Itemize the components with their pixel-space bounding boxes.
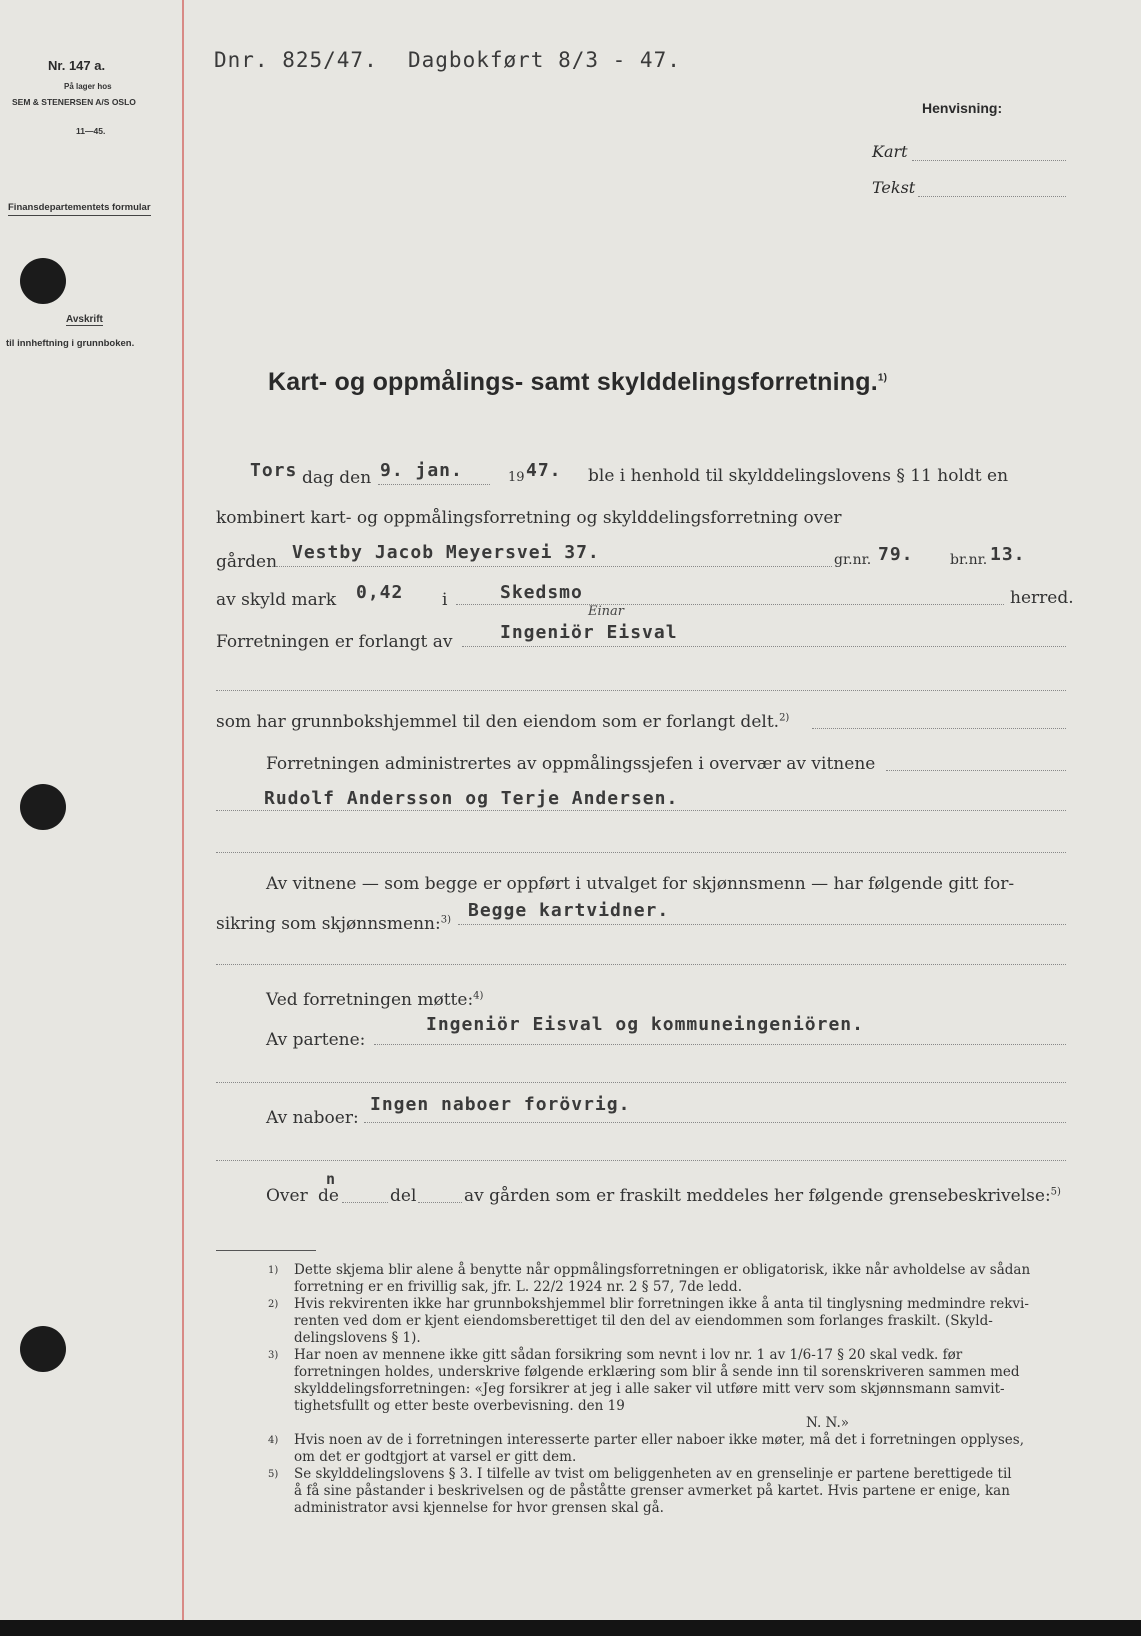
admin-field: [886, 770, 1066, 771]
footnote-divider: [216, 1250, 316, 1251]
garden-label: gården: [216, 552, 278, 572]
footnote-line: administrator avsi kjennelse for hvor grensen skal gå.: [294, 1500, 664, 1516]
printer-date: 11—45.: [76, 126, 106, 136]
form-number: Nr. 147 a.: [48, 58, 106, 73]
witnesses-field-extra: [216, 852, 1066, 853]
margin-rule: [182, 0, 184, 1620]
requested-insert: Einar: [588, 604, 624, 619]
over-label: Over: [266, 1186, 308, 1206]
footnote-number: 1): [268, 1265, 279, 1276]
over-insert: n: [326, 1170, 337, 1188]
map-field: [912, 160, 1066, 161]
footnote: [268, 1432, 1074, 1466]
witnesses-field: [216, 810, 1066, 811]
footnote-line: Se skylddelingslovens § 3. I tilfelle av tvist om beliggenheten av en grenselinje er partene berettigede til: [294, 1466, 1012, 1482]
del-label: del: [390, 1186, 417, 1206]
footnote-line: skylddelingsforretningen: «Jeg forsikrer at jeg i alle saker vil utføre mitt verv som skjønnsmann samvit-: [294, 1381, 1005, 1397]
footnote-line: Hvis noen av de i forretningen interesserte parter eller naboer ikke møter, må det i forretningen opplyses,: [294, 1432, 1024, 1448]
date-field: [378, 484, 490, 485]
hjemmel-text: som har grunnbokshjemmel til den eiendom som er forlangt delt.$^{2)}$: [216, 712, 790, 732]
requested-field: [462, 646, 1066, 647]
footnote-line: forretning er en frivillig sak, jfr. L. 22/2 1924 nr. 2 § 57, 7de ledd.: [294, 1279, 742, 1295]
witness-text: Av vitnene — som begge er oppført i utvalget for skjønnsmenn — har følgende gitt for-: [266, 874, 1015, 894]
footnote-line: om det er godtgjort at varsel er gitt dem.: [294, 1449, 577, 1465]
requested-value: Ingeniör Eisval: [500, 622, 678, 643]
admin-text: Forretningen administrertes av oppmålingssjefen i overvær av vitnene: [266, 754, 876, 774]
i-label: i: [442, 590, 448, 610]
document-title: Kart- og oppmålings- samt skylddelingsforretning.$^{1)}$: [268, 368, 888, 396]
parties-value: Ingeniör Eisval og kommuneingeniören.: [426, 1014, 864, 1035]
footnote: [268, 1347, 1074, 1415]
herred-field: [456, 604, 1004, 605]
footnote-line: renten ved dom er kjent eiendomsberettiget til den del av eiendommen som forlanges fraskilt. (Skyld-: [294, 1313, 993, 1329]
year-prefix: 19: [508, 470, 525, 485]
reference-label: Henvisning:: [922, 100, 1003, 116]
witness-field-extra: [216, 964, 1066, 965]
herred-value: Skedsmo: [500, 582, 583, 603]
requested-field-extra: [216, 690, 1066, 691]
witness-field: [458, 924, 1066, 925]
copy-purpose: til innheftning i grunnboken.: [6, 338, 135, 349]
punch-hole: [20, 1326, 66, 1372]
witness-value: Begge kartvidner.: [468, 900, 670, 921]
text-field: [918, 196, 1066, 197]
punch-hole: [20, 258, 66, 304]
printer-name: SEM & STENERSEN A/S OSLO: [12, 97, 136, 107]
herred-label: herred.: [1010, 588, 1074, 608]
grnr-value: 79.: [878, 544, 914, 565]
dagbok-stamp: Dagbokført 8/3 - 47.: [408, 48, 681, 72]
footnote-line: delingslovens § 1).: [294, 1330, 421, 1346]
scan-edge: [0, 1620, 1141, 1636]
footnote-line: Dette skjema blir alene å benytte når oppmålingsforretningen er obligatorisk, ikke når avholdelse av sådan: [294, 1262, 1031, 1278]
footnote: [806, 1415, 1141, 1432]
footnote: [268, 1466, 1074, 1517]
attended-text: Ved forretningen møtte:$^{4)}$: [266, 990, 484, 1010]
hjemmel-field: [812, 728, 1066, 729]
footnote-line: Hvis rekvirenten ikke har grunnbokshjemmel blir forretningen ikke å anta til tinglysning medmindre rekvi-: [294, 1296, 1029, 1312]
neighbours-label: Av naboer:: [266, 1108, 359, 1128]
footnote-number: 5): [268, 1469, 279, 1480]
map-label: Kart: [872, 142, 908, 161]
year-value: 47.: [526, 460, 562, 481]
grnr-label: gr.nr.: [834, 552, 872, 568]
footnote-line: N. N.»: [806, 1415, 850, 1431]
weekday-value: Tors: [250, 460, 298, 481]
date-value: 9. jan.: [380, 460, 463, 481]
footnote-line: Har noen av mennene ikke gitt sådan forsikring som nevnt i lov nr. 1 av 1/6-17 § 20 skal vedk. før: [294, 1347, 963, 1363]
neighbours-field-extra: [216, 1160, 1066, 1161]
garden-value: Vestby Jacob Meyersvei 37.: [292, 542, 600, 563]
copy-label: Avskrift: [66, 314, 103, 325]
neighbours-field: [364, 1122, 1066, 1123]
footnote-number: 4): [268, 1435, 279, 1446]
parties-field-extra: [216, 1082, 1066, 1083]
footnote: [268, 1262, 1074, 1296]
brnr-value: 13.: [990, 544, 1026, 565]
neighbours-value: Ingen naboer forövrig.: [370, 1094, 631, 1115]
skyld-label: av skyld mark: [216, 590, 337, 610]
witnesses-value: Rudolf Andersson og Terje Andersen.: [264, 788, 679, 809]
footnote-line: tighetsfullt og etter beste overbevisning. den 19: [294, 1398, 625, 1414]
footnote-number: 3): [268, 1350, 279, 1361]
combined-text: kombinert kart- og oppmålingsforretning og skylddelingsforretning over: [216, 508, 842, 528]
dnr-stamp: Dnr. 825/47.: [214, 48, 378, 72]
brnr-label: br.nr.: [950, 552, 988, 568]
footnote-line: å få sine påstander i beskrivelsen og de påståtte grenser avmerket på kartet. Hvis partene er enige, kan: [294, 1483, 1010, 1499]
footnote-number: 2): [268, 1299, 279, 1310]
skyld-value: 0,42: [356, 582, 404, 603]
witness-text-2: sikring som skjønnsmenn:$^{3)}$: [216, 914, 451, 934]
footnote: [268, 1296, 1074, 1347]
de-field: [342, 1202, 388, 1203]
printer-line: På lager hos: [64, 82, 112, 91]
footnote-line: forretningen holdes, underskrive følgende erklæring som blir å sende inn til sorenskriveren sammen med: [294, 1364, 1020, 1380]
punch-hole: [20, 784, 66, 830]
garden-field: [272, 566, 832, 567]
de-label: de: [318, 1186, 339, 1206]
ministry-form-label: Finansdepartementets formular: [8, 202, 151, 216]
text-label: Tekst: [872, 178, 916, 197]
requested-label: Forretningen er forlangt av: [216, 632, 453, 652]
law-text: ble i henhold til skylddelingslovens § 11 holdt en: [588, 466, 1009, 486]
day-label: dag den: [302, 468, 372, 488]
parties-field: [374, 1044, 1066, 1045]
del-field: [418, 1202, 462, 1203]
parties-label: Av partene:: [266, 1030, 366, 1050]
boundary-text: av gården som er fraskilt meddeles her følgende grensebeskrivelse:$^{5)}$: [464, 1186, 1061, 1206]
